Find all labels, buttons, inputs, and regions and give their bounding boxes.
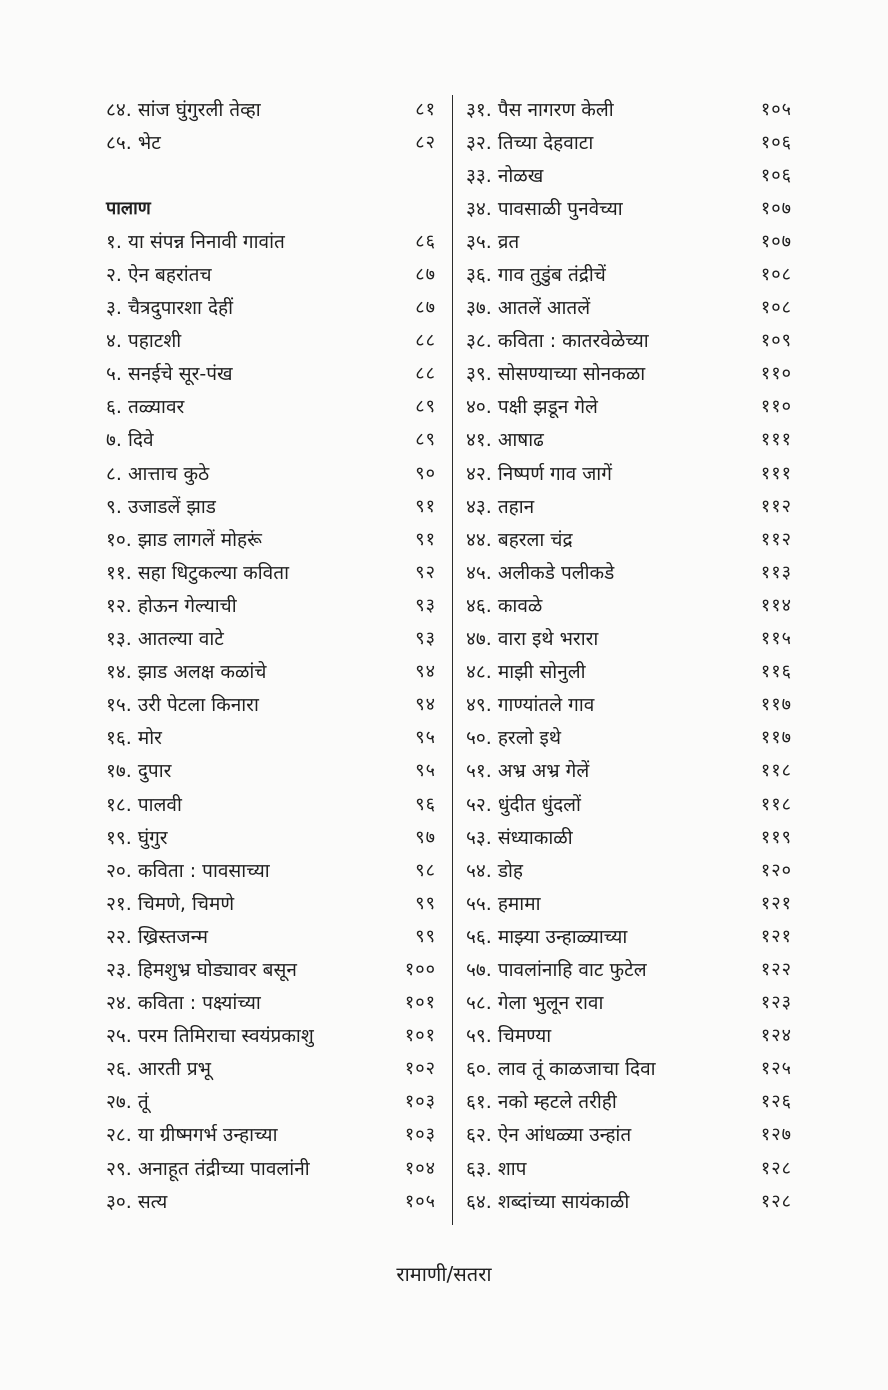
entry-page-number: ८९ [415, 429, 436, 451]
entry-title: ४८. माझी सोनुली [466, 661, 586, 684]
entry-title: ५४. डोह [466, 859, 524, 882]
entry-title: २४. कविता : पक्ष्यांच्या [106, 992, 261, 1015]
toc-entry [466, 721, 792, 754]
entry-title: ३१. पैस नागरण केली [466, 98, 614, 121]
entry-title: ५६. माझ्या उन्हाळ्याच्या [466, 925, 628, 948]
entry-page-number: ८९ [415, 396, 436, 418]
entry-title: ३८. कविता : कातरवेळेच्या [466, 330, 649, 353]
entry-title: ५५. हमामा [466, 892, 541, 915]
entry-page-number: १०८ [760, 297, 792, 319]
toc-entry [106, 853, 436, 886]
toc-entry [106, 257, 436, 290]
entry-page-number: १०८ [760, 264, 792, 286]
toc-entry [106, 1085, 436, 1118]
entry-title: ३५. व्रत [466, 230, 520, 253]
entry-page-number: ११८ [760, 760, 792, 782]
entry-title: १३. आतल्या वाटे [106, 628, 224, 651]
entry-page-number: ९३ [415, 594, 436, 616]
entry-title: ६२. ऐन आंधळ्या उन्हांत [466, 1124, 632, 1147]
toc-entry [466, 655, 792, 688]
entry-title: ६. तळ्यावर [106, 396, 185, 419]
entry-title: ४३. तहान [466, 495, 535, 518]
toc-entry [466, 1184, 792, 1217]
entry-page-number: ११४ [760, 594, 792, 616]
entry-title: ५०. हरलो इथे [466, 727, 562, 750]
entry-page-number: ११२ [760, 495, 792, 517]
toc-entry [106, 622, 436, 655]
entry-page-number: ११७ [760, 694, 792, 716]
entry-title: १४. झाड अलक्ष कळांचे [106, 661, 267, 684]
toc-entry [466, 489, 792, 522]
entry-title: ३२. तिच्या देहवाटा [466, 131, 594, 154]
toc-left-column [106, 92, 436, 1217]
entry-page-number: ९७ [415, 826, 436, 848]
entry-page-number: १०४ [404, 1157, 436, 1179]
toc-entry [106, 919, 436, 952]
toc-entry [106, 489, 436, 522]
toc-left-top-list [106, 92, 436, 158]
entry-title: ६४. शब्दांच्या सायंकाळी [466, 1190, 630, 1213]
entry-page-number: ११५ [760, 628, 792, 650]
toc-entry [106, 423, 436, 456]
entry-title: ११. सहा धिटुकल्या कविता [106, 561, 289, 584]
entry-page-number: १०१ [404, 992, 436, 1014]
entry-page-number: ८८ [415, 363, 436, 385]
toc-entry [106, 1118, 436, 1151]
toc-entry [466, 92, 792, 125]
toc-entry [106, 324, 436, 357]
toc-entry [106, 1052, 436, 1085]
toc-entry [106, 1151, 436, 1184]
toc-entry [466, 555, 792, 588]
toc-entry [466, 986, 792, 1019]
entry-title: १५. उरी पेटला किनारा [106, 694, 259, 717]
toc-entry [106, 125, 436, 158]
entry-title: २८. या ग्रीष्मगर्भ उन्हाच्या [106, 1124, 278, 1147]
entry-page-number: १०१ [404, 1025, 436, 1047]
entry-page-number: १२८ [760, 1157, 792, 1179]
entry-title: ५७. पावलांनाहि वाट फुटेल [466, 958, 647, 981]
entry-title: ६१. नको म्हटले तरीही [466, 1091, 617, 1114]
toc-entry [466, 622, 792, 655]
column-divider [452, 95, 453, 1225]
toc-entry [106, 787, 436, 820]
entry-page-number: ११० [760, 363, 792, 385]
toc-entry [106, 688, 436, 721]
toc-entry [466, 820, 792, 853]
entry-title: ९. उजाडलें झाड [106, 495, 216, 518]
entry-page-number: ११८ [760, 793, 792, 815]
entry-page-number: १०२ [404, 1058, 436, 1080]
entry-page-number: ९३ [415, 628, 436, 650]
entry-page-number: ९५ [415, 760, 436, 782]
entry-page-number: ११७ [760, 727, 792, 749]
entry-page-number: ९८ [415, 859, 436, 881]
toc-entry [106, 952, 436, 985]
toc-entry [466, 522, 792, 555]
entry-page-number: १०३ [404, 1124, 436, 1146]
entry-page-number: ११९ [760, 826, 792, 848]
entry-title: १. या संपन्न निनावी गावांत [106, 230, 285, 253]
entry-title: २५. परम तिमिराचा स्वयंप्रकाशु [106, 1025, 314, 1048]
entry-page-number: ८७ [415, 264, 436, 286]
entry-title: ३९. सोसण्याच्या सोनकळा [466, 363, 646, 386]
entry-title: १२. होऊन गेल्याची [106, 594, 237, 617]
entry-title: ४६. कावळे [466, 594, 543, 617]
entry-title: ६०. लाव तूं काळजाचा दिवा [466, 1058, 656, 1081]
toc-entry [466, 1118, 792, 1151]
entry-title: २६. आरती प्रभू [106, 1058, 211, 1081]
entry-page-number: ११२ [760, 528, 792, 550]
entry-title: १०. झाड लागलें मोहरूं [106, 528, 262, 551]
toc-right-list [466, 92, 792, 1217]
toc-entry [466, 224, 792, 257]
entry-title: ३७. आतलें आतलें [466, 297, 591, 320]
entry-title: ४०. पक्षी झडून गेले [466, 396, 598, 419]
entry-title: ५२. धुंदीत धुंदलों [466, 793, 581, 816]
section-gap [106, 158, 436, 191]
toc-entry [466, 324, 792, 357]
toc-entry [106, 588, 436, 621]
entry-page-number: ११६ [760, 661, 792, 683]
entry-page-number: १२० [760, 859, 792, 881]
entry-title: २०. कविता : पावसाच्या [106, 859, 270, 882]
toc-entry [466, 688, 792, 721]
entry-page-number: ९१ [415, 495, 436, 517]
entry-title: १८. पालवी [106, 793, 182, 816]
entry-page-number: १०९ [760, 330, 792, 352]
toc-entry [466, 1151, 792, 1184]
toc-entry [466, 158, 792, 191]
entry-page-number: ८६ [415, 230, 436, 252]
entry-page-number: ९९ [415, 892, 436, 914]
entry-title: ३६. गाव तुडुंब तंद्रीचें [466, 264, 606, 287]
entry-title: ४४. बहरला चंद्र [466, 528, 573, 551]
entry-title: ८. आत्ताच कुठे [106, 462, 210, 485]
toc-entry [466, 257, 792, 290]
entry-title: ३०. सत्य [106, 1190, 168, 1213]
toc-right-column [466, 92, 792, 1217]
entry-title: ३३. नोळख [466, 164, 544, 187]
entry-title: ६३. शाप [466, 1157, 527, 1180]
entry-title: २३. हिमशुभ्र घोड्यावर बसून [106, 958, 297, 981]
toc-entry [106, 555, 436, 588]
entry-title: ५१. अभ्र अभ्र गेलें [466, 760, 590, 783]
entry-page-number: १०० [404, 958, 436, 980]
entry-page-number: १२५ [760, 1058, 792, 1080]
toc-entry [466, 853, 792, 886]
entry-title: ३. चैत्रदुपारशा देहीं [106, 297, 234, 320]
entry-page-number: १२१ [760, 925, 792, 947]
toc-entry [466, 754, 792, 787]
entry-title: ३४. पावसाळी पुनवेच्या [466, 197, 623, 220]
toc-entry [466, 456, 792, 489]
toc-entry [106, 655, 436, 688]
toc-entry [106, 721, 436, 754]
entry-page-number: १०६ [760, 164, 792, 186]
entry-title: ४. पहाटशी [106, 330, 182, 353]
entry-title: २१. चिमणे, चिमणे [106, 892, 235, 915]
entry-page-number: १२२ [760, 958, 792, 980]
entry-page-number: ९४ [415, 661, 436, 683]
toc-entry [466, 390, 792, 423]
entry-title: १६. मोर [106, 727, 162, 750]
entry-page-number: ९६ [415, 793, 436, 815]
entry-page-number: १२७ [760, 1124, 792, 1146]
toc-entry [106, 357, 436, 390]
page-footer: रामाणी/सतरा [396, 1262, 492, 1286]
entry-page-number: १११ [760, 429, 792, 451]
toc-entry [466, 357, 792, 390]
toc-entry [106, 1184, 436, 1217]
entry-page-number: ९२ [415, 561, 436, 583]
toc-entry [106, 754, 436, 787]
entry-page-number: १११ [760, 462, 792, 484]
entry-page-number: १०५ [760, 98, 792, 120]
entry-title: ४५. अलीकडे पलीकडे [466, 561, 615, 584]
toc-entry [466, 125, 792, 158]
toc-entry [106, 986, 436, 1019]
entry-title: २२. ख्रिस्तजन्म [106, 925, 209, 948]
toc-entry [106, 224, 436, 257]
toc-entry [106, 92, 436, 125]
entry-page-number: ८७ [415, 297, 436, 319]
entry-title: ५९. चिमण्या [466, 1025, 552, 1048]
entry-page-number: ११० [760, 396, 792, 418]
toc-entry [466, 423, 792, 456]
toc-entry [466, 1085, 792, 1118]
toc-entry [466, 919, 792, 952]
toc-entry [466, 291, 792, 324]
section-heading: पालाण [106, 197, 151, 219]
entry-title: २. ऐन बहरांतच [106, 264, 212, 287]
entry-title: ४२. निष्पर्ण गाव जागें [466, 462, 612, 485]
entry-page-number: ९० [415, 462, 436, 484]
toc-entry [106, 886, 436, 919]
entry-page-number: ११३ [760, 561, 792, 583]
entry-title: २९. अनाहूत तंद्रीच्या पावलांनी [106, 1157, 310, 1180]
toc-entry [466, 191, 792, 224]
toc-entry [466, 588, 792, 621]
toc-entry [106, 291, 436, 324]
toc-entry [466, 787, 792, 820]
entry-page-number: ८१ [415, 98, 436, 120]
entry-title: ४९. गाण्यांतले गाव [466, 694, 595, 717]
entry-page-number: १०५ [404, 1190, 436, 1212]
entry-page-number: ९१ [415, 528, 436, 550]
entry-page-number: १२३ [760, 992, 792, 1014]
entry-page-number: १२४ [760, 1025, 792, 1047]
entry-title: ८५. भेट [106, 131, 161, 154]
toc-entry [106, 820, 436, 853]
entry-page-number: ९९ [415, 925, 436, 947]
entry-title: १९. घुंगुर [106, 826, 168, 849]
toc-entry [466, 886, 792, 919]
toc-entry [106, 456, 436, 489]
entry-title: ४७. वारा इथे भरारा [466, 628, 599, 651]
entry-title: ४१. आषाढ [466, 429, 544, 452]
entry-page-number: १०७ [760, 230, 792, 252]
toc-entry [106, 522, 436, 555]
toc-entry [466, 1052, 792, 1085]
entry-page-number: १०३ [404, 1091, 436, 1113]
entry-page-number: ८८ [415, 330, 436, 352]
entry-title: ५३. संध्याकाळी [466, 826, 573, 849]
entry-page-number: १२६ [760, 1091, 792, 1113]
toc-entry [466, 1019, 792, 1052]
entry-title: १७. दुपार [106, 760, 172, 783]
entry-title: ७. दिवे [106, 429, 154, 452]
entry-page-number: ८२ [415, 131, 436, 153]
entry-page-number: ९४ [415, 694, 436, 716]
entry-page-number: ९५ [415, 727, 436, 749]
entry-title: ५८. गेला भुलून रावा [466, 992, 604, 1015]
entry-title: ५. सनईचे सूर-पंख [106, 363, 233, 386]
toc-entry [106, 390, 436, 423]
entry-title: ८४. सांज घुंगुरली तेव्हा [106, 98, 261, 121]
toc-entry [106, 1019, 436, 1052]
entry-page-number: १०७ [760, 197, 792, 219]
entry-title: २७. तूं [106, 1091, 149, 1114]
entry-page-number: १२८ [760, 1190, 792, 1212]
entry-page-number: १२१ [760, 892, 792, 914]
toc-left-main-list [106, 224, 436, 1217]
entry-page-number: १०६ [760, 131, 792, 153]
toc-entry [466, 952, 792, 985]
